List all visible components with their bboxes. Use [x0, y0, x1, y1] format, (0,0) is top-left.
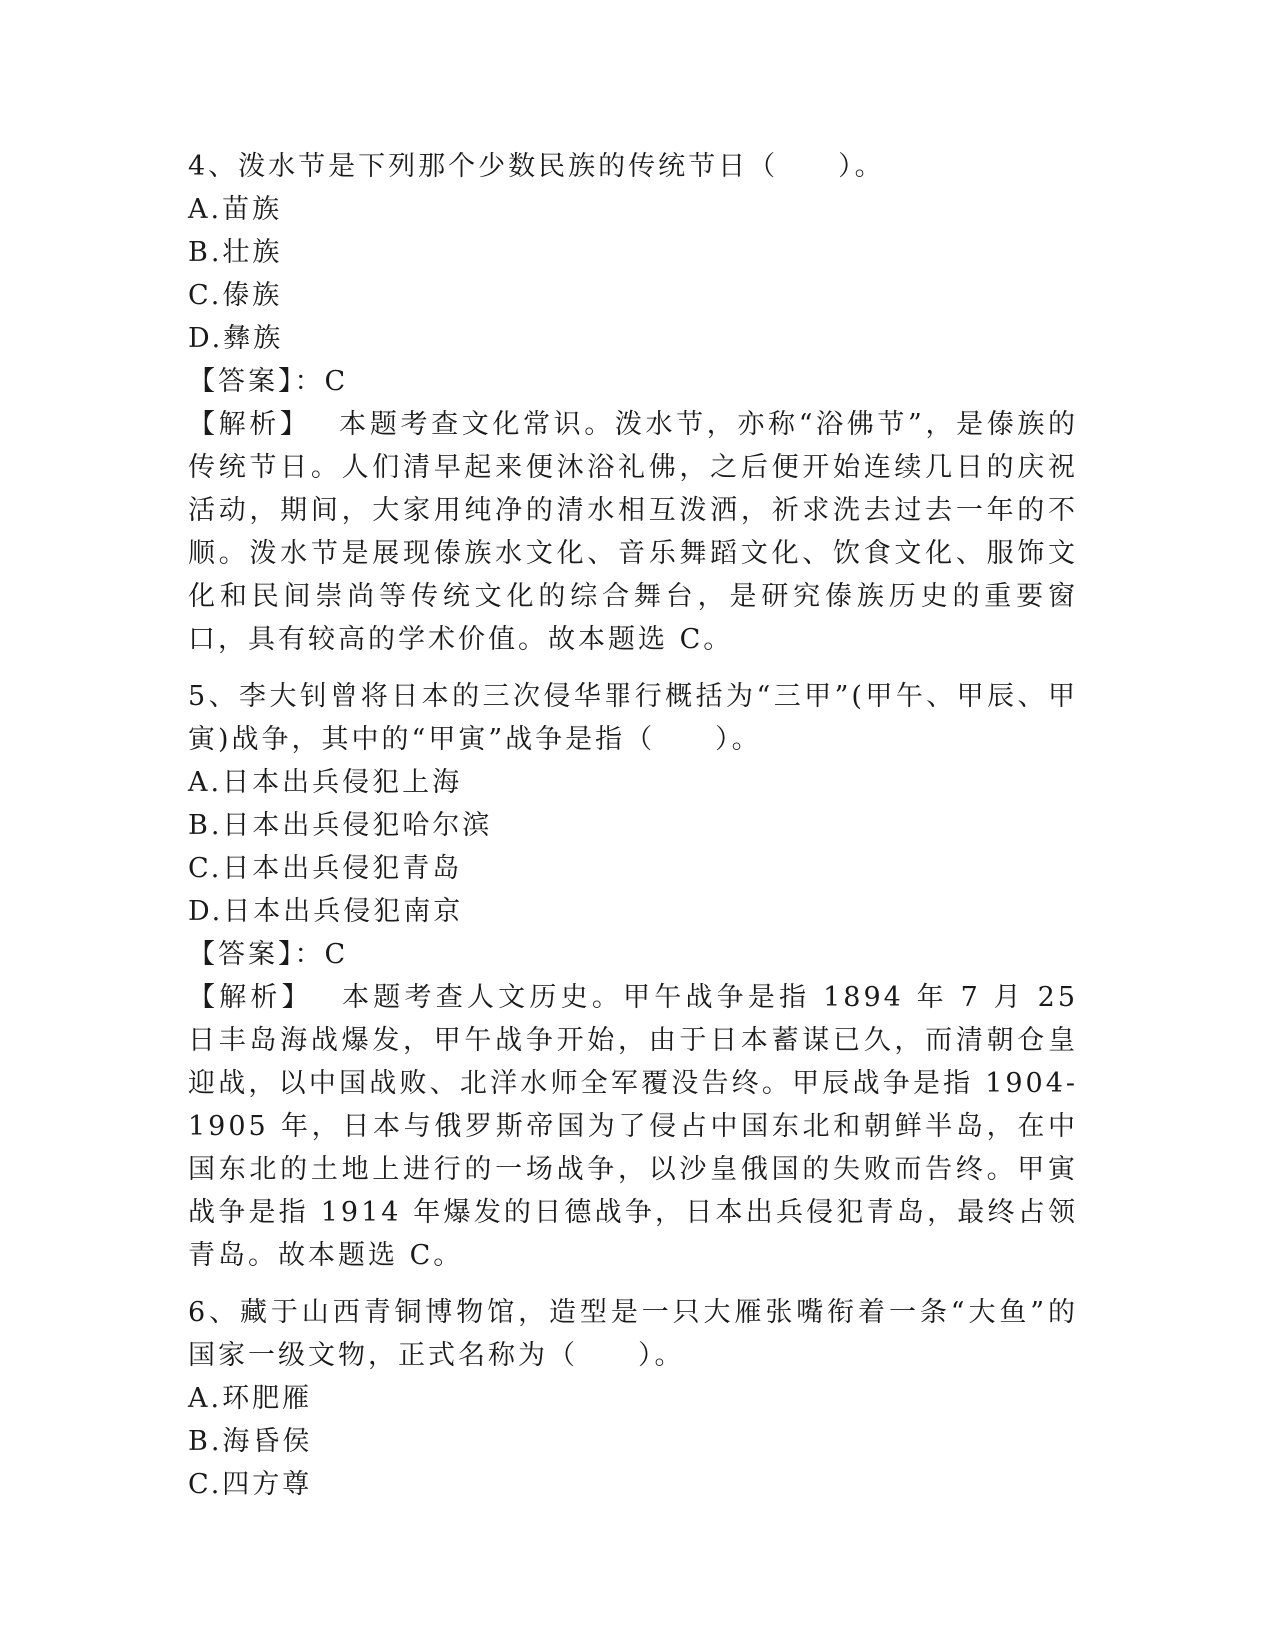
- option-b: B.壮族: [188, 237, 283, 268]
- answer-value: C: [324, 939, 349, 970]
- answer-label: 【答案】：: [188, 939, 325, 970]
- question-4: [188, 145, 1078, 661]
- answer-value: C: [324, 366, 349, 397]
- option-d: D.日本出兵侵犯南京: [188, 896, 464, 927]
- document-body: [188, 145, 1078, 1520]
- option-c: C.日本出兵侵犯青岛: [188, 853, 463, 884]
- option-d: D.彝族: [188, 323, 284, 354]
- option-c: C.傣族: [188, 280, 283, 311]
- question-stem: 6、藏于山西青铜博物馆，造型是一只大雁张嘴衔着一条“大鱼”的国家一级文物，正式名称为（ ）。: [188, 1297, 1078, 1371]
- option-a: A.环肥雁: [188, 1383, 313, 1414]
- answer-line: [188, 933, 1078, 976]
- option-a: A.苗族: [188, 194, 283, 225]
- explanation-label: 【解析】: [188, 982, 313, 1013]
- answer-label: 【答案】：: [188, 366, 325, 397]
- option-a: A.日本出兵侵犯上海: [188, 767, 463, 798]
- answer-line: [188, 360, 1078, 403]
- explanation-text: 本题考查文化常识。泼水节，亦称“浴佛节”，是傣族的传统节日。人们清早起来便沐浴礼佛，之后便开始连续几日的庆祝活动，期间，大家用纯净的清水相互泼洒，祈求洗去过去一年的不顺。泼水节是展现傣族水文化、音乐舞蹈文化、饮食文化、服饰文化和民间崇尚等传统文化的综合舞台，是研究傣族历史的重要窗口，具有较高的学术价值。故本题选 C。: [188, 409, 1079, 655]
- explanation-label: 【解析】: [188, 409, 311, 440]
- option-b: B.海昏侯: [188, 1426, 313, 1457]
- explanation: [188, 403, 1078, 661]
- explanation-text: 本题考查人文历史。甲午战争是指 1894 年 7 月 25 日丰岛海战爆发，甲午战争开始，由于日本蓄谋已久，而清朝仓皇迎战，以中国战败、北洋水师全军覆没告终。甲辰战争是指 1904-1905 年，日本与俄罗斯帝国为了侵占中国东北和朝鲜半岛，在中国东北的土地上进行的一场战争，以沙皇俄国的失败而告终。甲寅战争是指 1914 年爆发的日德战争，日本出兵侵犯青岛，最终占领青岛。故本题选 C。: [188, 982, 1078, 1271]
- explanation: [188, 976, 1078, 1277]
- question-5: [188, 675, 1078, 1277]
- option-c: C.四方尊: [188, 1469, 313, 1500]
- question-6: [188, 1291, 1078, 1506]
- question-stem: 4、泼水节是下列那个少数民族的传统节日（ ）。: [188, 151, 885, 182]
- option-b: B.日本出兵侵犯哈尔滨: [188, 810, 493, 841]
- question-stem: 5、李大钊曾将日本的三次侵华罪行概括为“三甲”(甲午、甲辰、甲寅)战争，其中的“甲寅”战争是指（ ）。: [188, 681, 1078, 755]
